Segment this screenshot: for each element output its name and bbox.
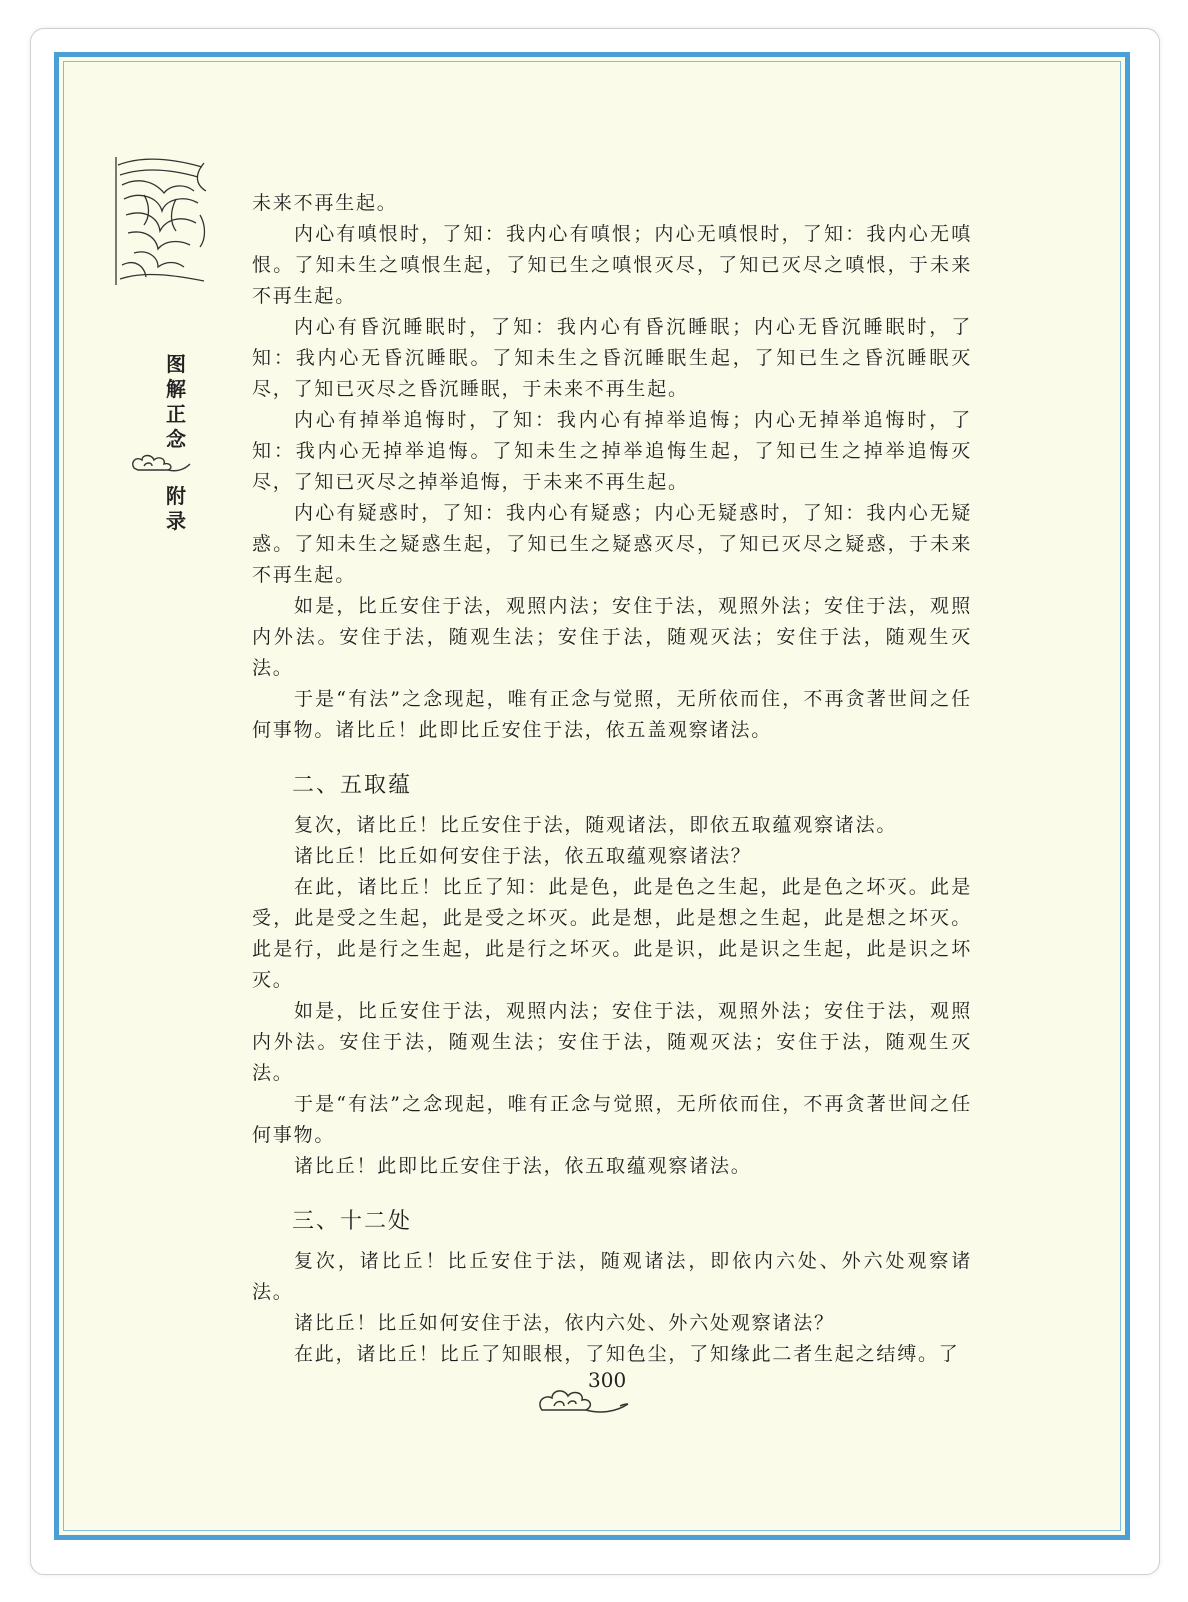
paragraph: 如是，比丘安住于法，观照内法；安住于法，观照外法；安住于法，观照内外法。安住于法，随观生法；安住于法，随观灭法；安住于法，随观生灭法。	[252, 595, 972, 679]
paragraph: 诸比丘！比丘如何安住于法，依五取蕴观察诸法？	[294, 845, 752, 867]
section-heading: 二、五取蕴	[292, 773, 413, 798]
lotus-ornament-icon	[114, 155, 210, 287]
paragraph: 内心有昏沉睡眠时，了知：我内心有昏沉睡眠；内心无昏沉睡眠时，了知：我内心无昏沉睡眠。了知未生之昏沉睡眠生起，了知已生之昏沉睡眠灭尽，了知已灭尽之昏沉睡眠，于未来不再生起。	[252, 316, 972, 400]
paragraph: 内心有疑惑时，了知：我内心有疑惑；内心无疑惑时，了知：我内心无疑惑。了知未生之疑惑生起，了知已生之疑惑灭尽，了知已灭尽之疑惑，于未来不再生起。	[252, 502, 972, 586]
cloud-ornament-icon	[130, 452, 192, 474]
paragraph: 在此，诸比丘！比丘了知眼根，了知色尘，了知缘此二者生起之结缚。了	[294, 1343, 960, 1365]
paragraph: 诸比丘！比丘如何安住于法，依内六处、外六处观察诸法？	[294, 1312, 835, 1334]
section-heading: 三、十二处	[292, 1209, 413, 1234]
main-text	[252, 188, 972, 1370]
paragraph: 如是，比丘安住于法，观照内法；安住于法，观照外法；安住于法，观照内外法。安住于法，随观生法；安住于法，随观灭法；安住于法，随观生灭法。	[252, 1000, 972, 1084]
sidebar-book-title: 图解正念	[166, 352, 186, 451]
paragraph: 于是“有法”之念现起，唯有正念与觉照，无所依而住，不再贪著世间之任何事物。诸比丘！此即比丘安住于法，依五盖观察诸法。	[252, 688, 972, 741]
page-cloud-icon	[536, 1386, 630, 1418]
paragraph: 于是“有法”之念现起，唯有正念与觉照，无所依而住，不再贪著世间之任何事物。	[252, 1093, 972, 1146]
page-number: 300	[588, 1368, 627, 1392]
paragraph: 未来不再生起。	[252, 192, 398, 214]
paragraph: 诸比丘！此即比丘安住于法，依五取蕴观察诸法。	[294, 1155, 752, 1177]
sidebar-section-label: 附录	[166, 484, 186, 533]
paragraph: 复次，诸比丘！比丘安住于法，随观诸法，即依五取蕴观察诸法。	[294, 814, 898, 836]
paragraph: 内心有嗔恨时，了知：我内心有嗔恨；内心无嗔恨时，了知：我内心无嗔恨。了知未生之嗔恨生起，了知已生之嗔恨灭尽，了知已灭尽之嗔恨，于未来不再生起。	[252, 223, 972, 307]
paragraph: 内心有掉举追悔时，了知：我内心有掉举追悔；内心无掉举追悔时，了知：我内心无掉举追悔。了知未生之掉举追悔生起，了知已生之掉举追悔灭尽，了知已灭尽之掉举追悔，于未来不再生起。	[252, 409, 972, 493]
paragraph: 复次，诸比丘！比丘安住于法，随观诸法，即依内六处、外六处观察诸法。	[252, 1250, 972, 1303]
paragraph: 在此，诸比丘！比丘了知：此是色，此是色之生起，此是色之坏灭。此是受，此是受之生起，此是受之坏灭。此是想，此是想之生起，此是想之坏灭。此是行，此是行之生起，此是行之坏灭。此是识，此是识之生起，此是识之坏灭。	[252, 876, 972, 991]
